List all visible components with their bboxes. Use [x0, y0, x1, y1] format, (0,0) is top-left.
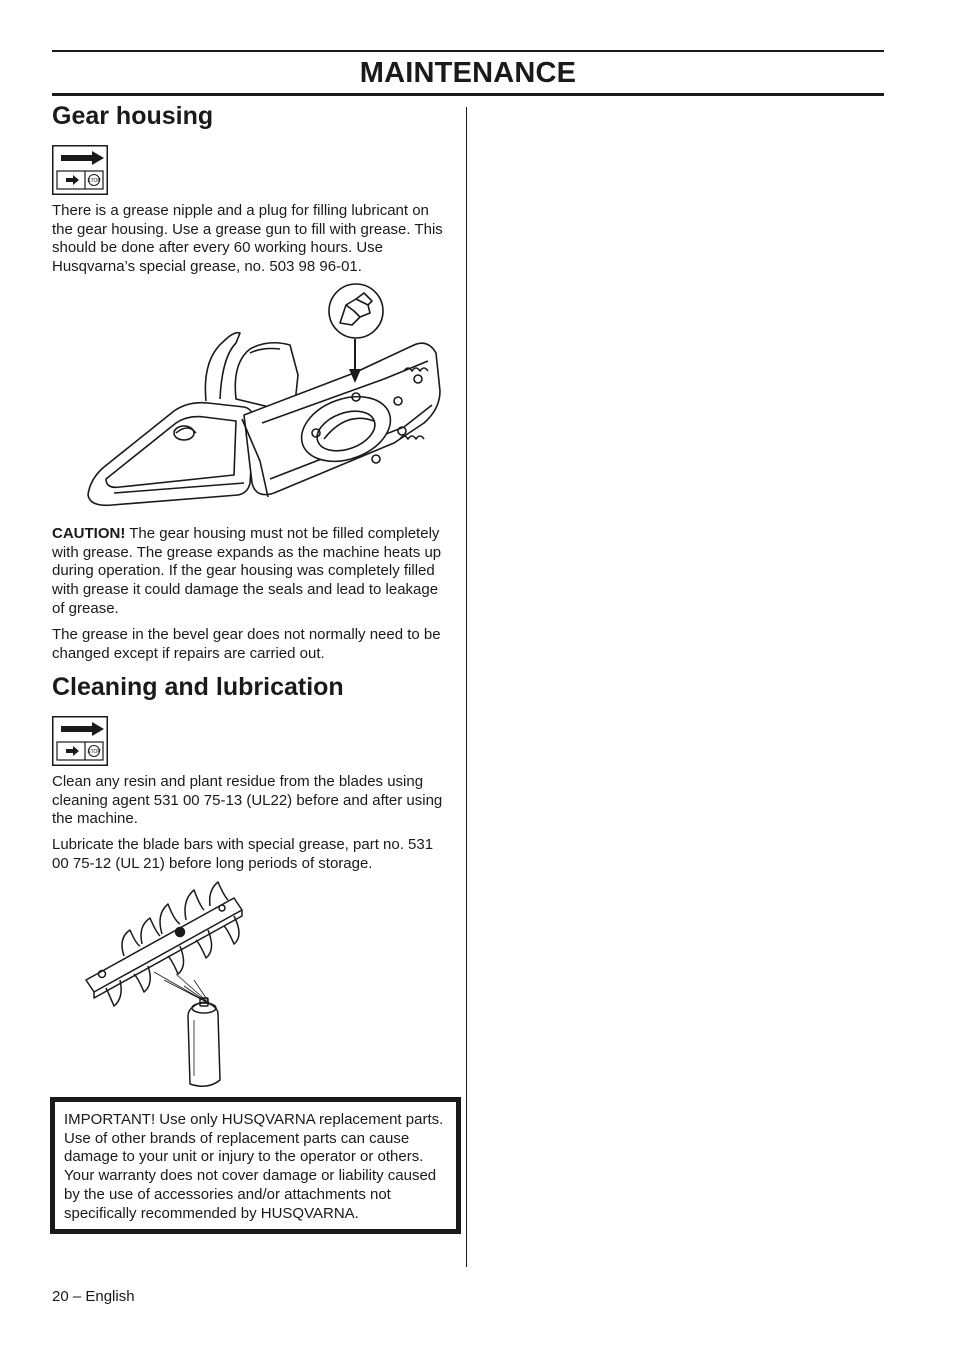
gear-housing-paragraph-1: There is a grease nipple and a plug for filling lubricant on the gear housing. Use a grease gun to fill with grease. This should be done after every 60 working hours. Use Husqvarna’s special grease, no. 503 98 96-01. — [52, 202, 443, 276]
page-title: MAINTENANCE — [359, 57, 577, 89]
cleaning-paragraph-1: Clean any resin and plant residue from the blades using cleaning agent 531 00 75-13 (UL22) before and after using the machine. — [52, 773, 443, 828]
cleaning-paragraph-2: Lubricate the blade bars with special grease, part no. 531 00 75-12 (UL 21) before long periods of storage. — [52, 836, 434, 872]
gear-housing-illustration — [84, 283, 446, 519]
maintenance-arrow-stop-icon — [52, 716, 108, 766]
section-heading-gear-housing: Gear housing — [52, 102, 214, 130]
important-notice-box — [50, 1097, 461, 1234]
important-notice-text: IMPORTANT! Use only HUSQVARNA replacement parts. Use of other brands of replacement parts can cause damage to your unit or injury to the operator or others. Your warranty does not cover damage or liability caused by the use of accessories and/or attachments not specifically recommended by HUSQVARNA. — [64, 1111, 444, 1222]
maintenance-arrow-stop-icon — [52, 145, 108, 195]
gear-housing-paragraph-2: The grease in the bevel gear does not normally need to be changed except if repairs are carried out. — [52, 626, 441, 662]
header-rule-bottom — [52, 93, 884, 96]
header-rule-top — [52, 50, 884, 52]
page-footer: 20 – English — [52, 1288, 135, 1305]
caution-paragraph — [52, 525, 452, 619]
blade-lubrication-illustration — [84, 880, 260, 1090]
column-divider — [466, 107, 467, 1267]
svg-text:STOP: STOP — [87, 749, 101, 755]
caution-text: The gear housing must not be filled completely with grease. The grease expands as the machine heats up during operation. If the gear housing was completely filled with grease it could damage the seals and lead to leakage of grease. — [52, 525, 442, 617]
section-heading-cleaning: Cleaning and lubrication — [52, 673, 344, 701]
caution-label: CAUTION! — [52, 525, 126, 542]
svg-text:STOP: STOP — [87, 178, 101, 184]
